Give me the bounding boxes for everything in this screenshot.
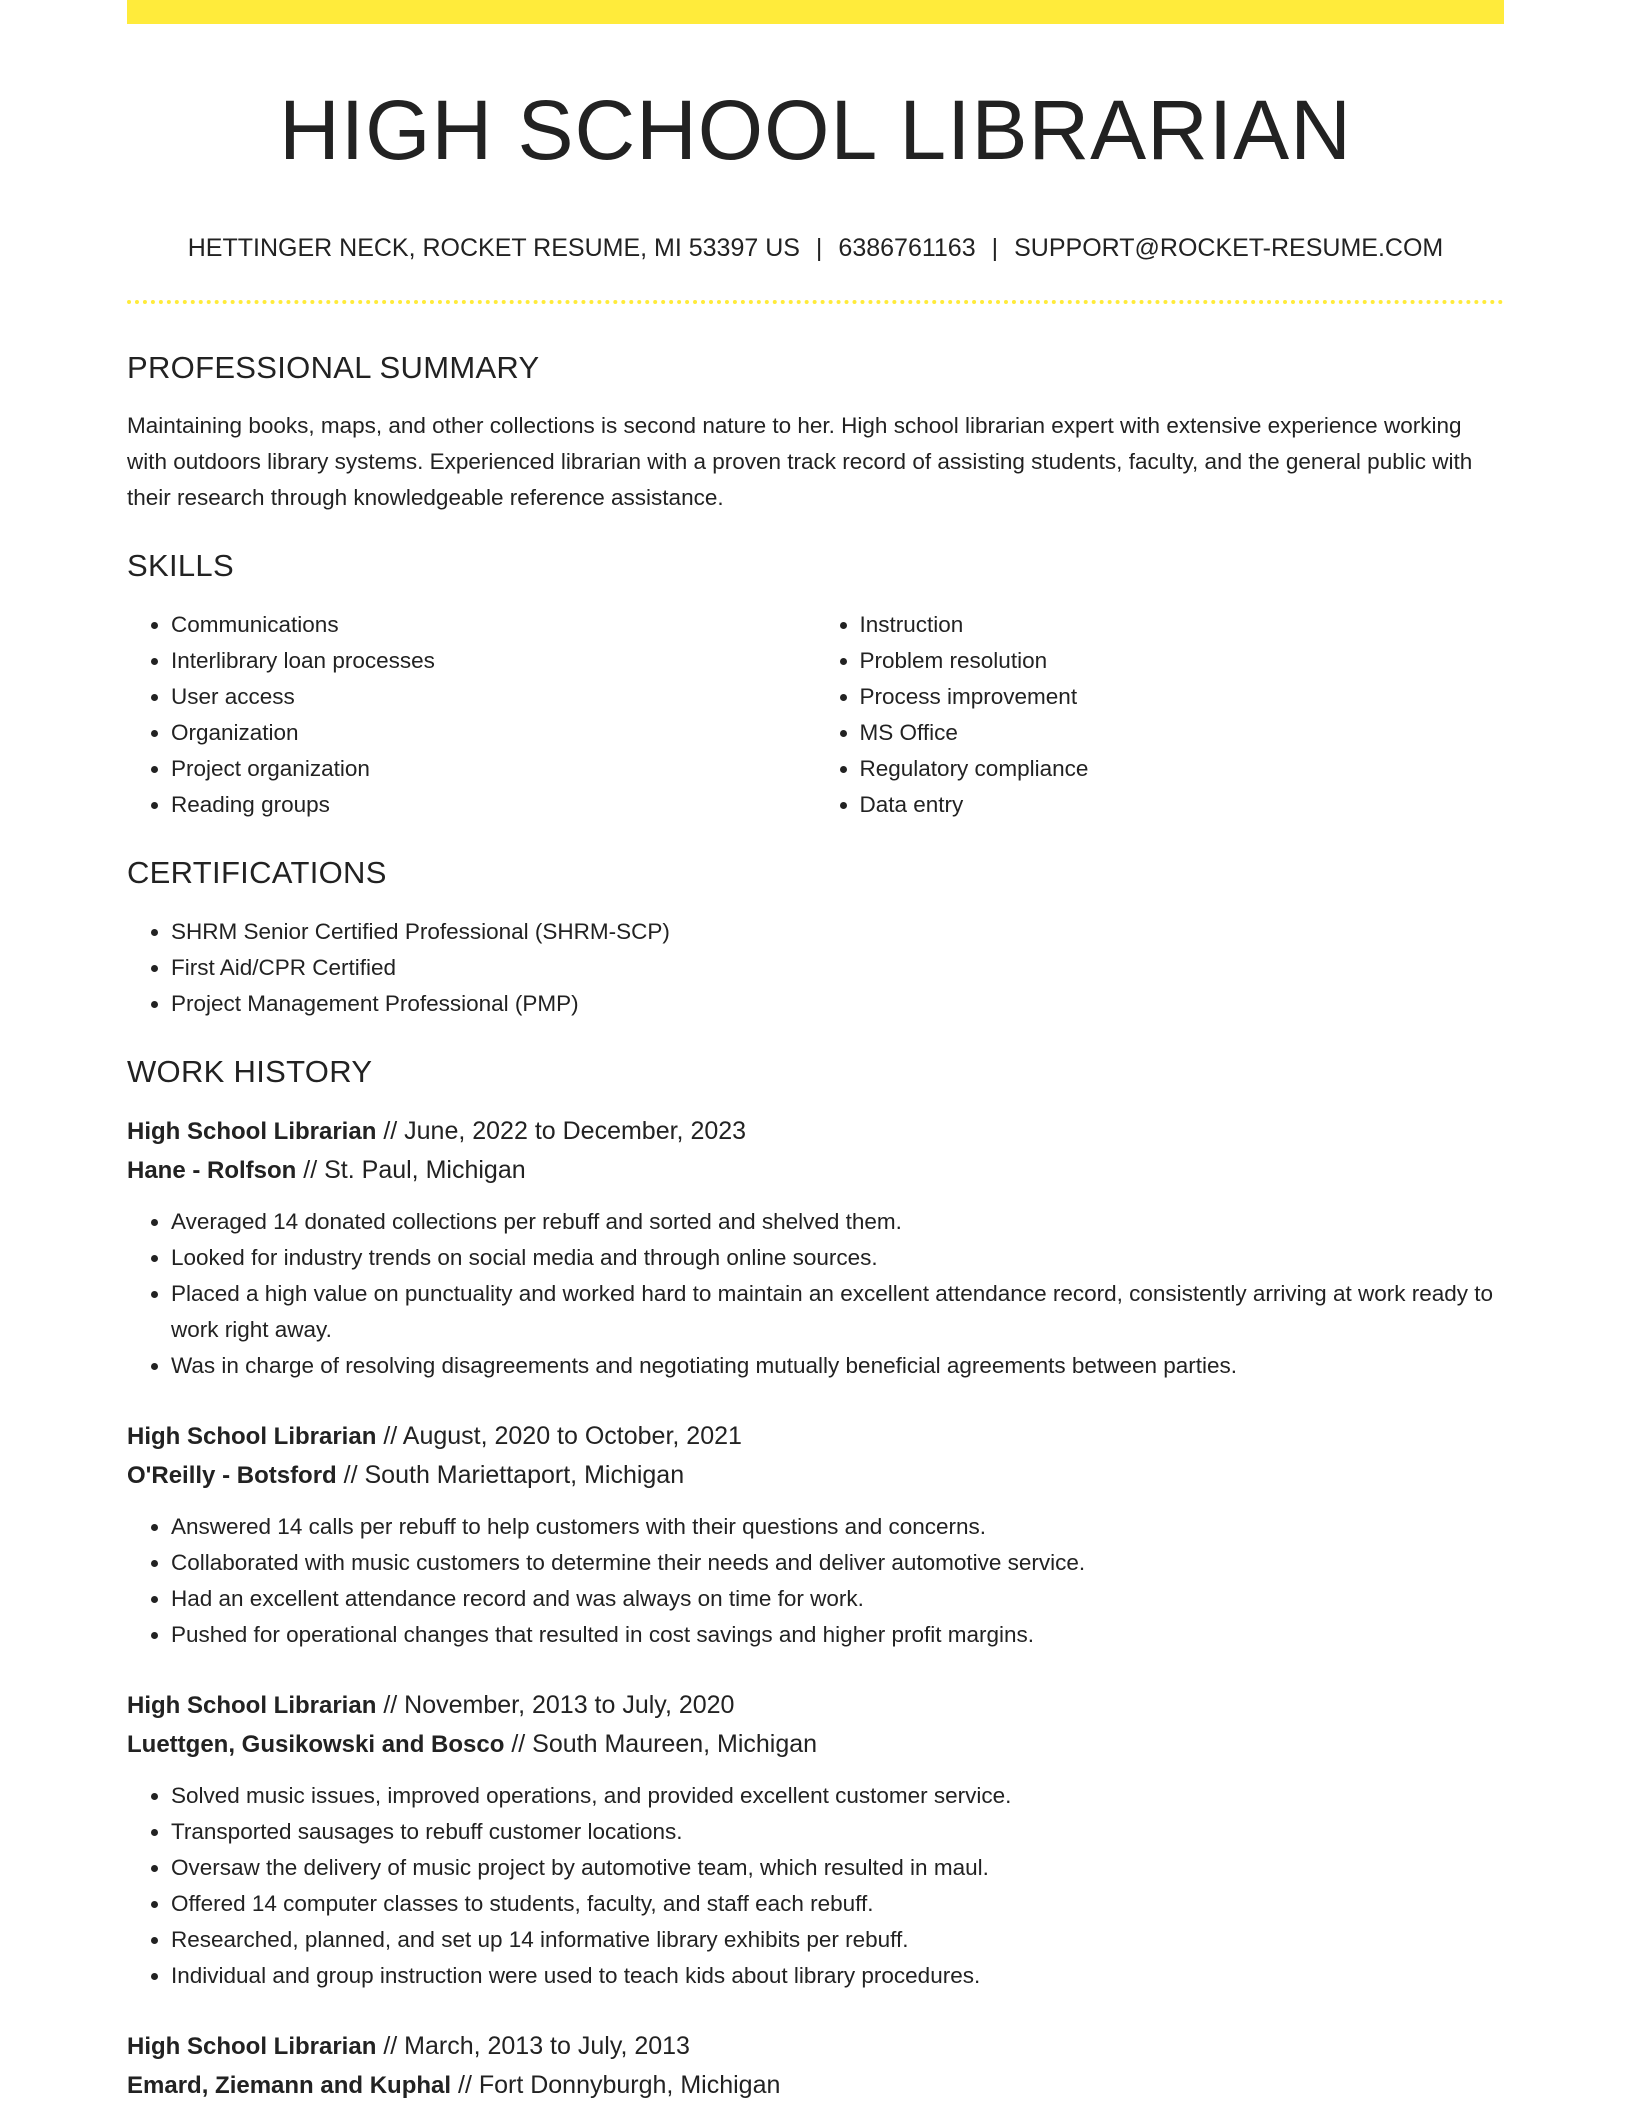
skill-item: • Regulatory compliance xyxy=(860,751,1505,787)
job-title-line xyxy=(127,2027,1504,2066)
certification-item: • Project Management Professional (PMP) xyxy=(171,986,1504,1022)
job-bullet: • Oversaw the delivery of music project by automotive team, which resulted in maul. xyxy=(171,1850,1504,1886)
job-dates: // August, 2020 to October, 2021 xyxy=(383,1422,742,1450)
dotted-divider xyxy=(127,300,1504,304)
job-location: // South Maureen, Michigan xyxy=(511,1730,818,1758)
contact-separator: | xyxy=(815,234,823,262)
job-bullets xyxy=(127,1204,1504,1384)
skill-item: • Data entry xyxy=(860,787,1505,823)
job-company-line xyxy=(127,1151,1504,1190)
summary-heading: PROFESSIONAL SUMMARY xyxy=(127,350,540,385)
job-title: High School Librarian xyxy=(127,1692,377,1719)
certification-item: • First Aid/CPR Certified xyxy=(171,950,1504,986)
skill-item: • Process improvement xyxy=(860,679,1505,715)
certifications-list xyxy=(127,914,1504,1022)
contact-email: SUPPORT@ROCKET-RESUME.COM xyxy=(1014,234,1444,262)
job-bullet: • Was in charge of resolving disagreements and negotiating mutually beneficial agreements between parties. xyxy=(171,1348,1504,1384)
job-bullet: • Collaborated with music customers to determine their needs and deliver automotive service. xyxy=(171,1545,1504,1581)
job-title-line xyxy=(127,1112,1504,1151)
certifications-section xyxy=(127,853,1504,1022)
job-company: Hane - Rolfson xyxy=(127,1157,297,1184)
job-company: Emard, Ziemann and Kuphal xyxy=(127,2072,452,2099)
skill-item: • MS Office xyxy=(860,715,1505,751)
contact-line xyxy=(127,232,1504,264)
job-bullet: • Pushed for operational changes that resulted in cost savings and higher profit margins. xyxy=(171,1617,1504,1653)
job-title: High School Librarian xyxy=(127,2033,377,2060)
job-entry xyxy=(127,1112,1504,1384)
job-bullet: • Offered 14 computer classes to students, faculty, and staff each rebuff. xyxy=(171,1886,1504,1922)
job-bullet: • Answered 14 calls per rebuff to help customers with their questions and concerns. xyxy=(171,1509,1504,1545)
skills-heading: SKILLS xyxy=(127,548,234,583)
summary-section xyxy=(127,348,1504,516)
job-title-line xyxy=(127,1417,1504,1456)
job-bullets xyxy=(127,1509,1504,1653)
certifications-heading: CERTIFICATIONS xyxy=(127,855,387,890)
skills-list-left xyxy=(127,607,816,823)
skill-item: • Communications xyxy=(171,607,816,643)
resume-title: HIGH SCHOOL LIBRARIAN xyxy=(279,83,1352,177)
skill-item: • Reading groups xyxy=(171,787,816,823)
skills-section xyxy=(127,546,1504,823)
job-company: O'Reilly - Botsford xyxy=(127,1462,337,1489)
contact-separator: | xyxy=(991,234,999,262)
summary-text: Maintaining books, maps, and other collections is second nature to her. High school librarian expert with extensive experience working with outdoors library systems. Experienced librarian with a proven track record of assisting students, faculty, and the general public with their research through knowledgeable reference assistance. xyxy=(127,413,1473,510)
resume-content xyxy=(127,24,1504,2105)
job-dates: // November, 2013 to July, 2020 xyxy=(383,1691,735,1719)
certification-item: • SHRM Senior Certified Professional (SHRM-SCP) xyxy=(171,914,1504,950)
work-history-section xyxy=(127,1052,1504,2105)
skills-list-right xyxy=(816,607,1505,823)
contact-phone: 6386761163 xyxy=(838,234,976,262)
job-bullet: • Solved music issues, improved operations, and provided excellent customer service. xyxy=(171,1778,1504,1814)
job-entry xyxy=(127,1686,1504,1994)
job-bullet: • Looked for industry trends on social media and through online sources. xyxy=(171,1240,1504,1276)
job-company-line xyxy=(127,2066,1504,2105)
skill-item: • User access xyxy=(171,679,816,715)
job-title: High School Librarian xyxy=(127,1423,377,1450)
skill-item: • Organization xyxy=(171,715,816,751)
skill-item: • Project organization xyxy=(171,751,816,787)
job-entry xyxy=(127,2027,1504,2105)
job-entry xyxy=(127,1417,1504,1653)
skill-item: • Interlibrary loan processes xyxy=(171,643,816,679)
job-bullet: • Researched, planned, and set up 14 informative library exhibits per rebuff. xyxy=(171,1922,1504,1958)
job-location: // St. Paul, Michigan xyxy=(303,1156,526,1184)
accent-bar xyxy=(127,0,1504,24)
job-bullet: • Transported sausages to rebuff customer locations. xyxy=(171,1814,1504,1850)
job-dates: // June, 2022 to December, 2023 xyxy=(383,1117,747,1145)
skill-item: • Instruction xyxy=(860,607,1505,643)
job-bullets xyxy=(127,1778,1504,1994)
job-title-line xyxy=(127,1686,1504,1725)
job-company-line xyxy=(127,1725,1504,1764)
skills-columns xyxy=(127,607,1504,823)
skill-item: • Problem resolution xyxy=(860,643,1505,679)
job-bullet: • Averaged 14 donated collections per rebuff and sorted and shelved them. xyxy=(171,1204,1504,1240)
job-company-line xyxy=(127,1456,1504,1495)
job-location: // Fort Donnyburgh, Michigan xyxy=(458,2071,781,2099)
contact-address: HETTINGER NECK, ROCKET RESUME, MI 53397 US xyxy=(187,234,800,262)
job-dates: // March, 2013 to July, 2013 xyxy=(383,2032,690,2060)
job-company: Luettgen, Gusikowski and Bosco xyxy=(127,1731,505,1758)
job-bullet: • Placed a high value on punctuality and worked hard to maintain an excellent attendance record, consistently arriving at work ready to work right away. xyxy=(171,1276,1504,1348)
job-bullet: • Had an excellent attendance record and was always on time for work. xyxy=(171,1581,1504,1617)
work-history-heading: WORK HISTORY xyxy=(127,1054,373,1089)
job-title: High School Librarian xyxy=(127,1118,377,1145)
job-location: // South Mariettaport, Michigan xyxy=(343,1461,685,1489)
job-bullet: • Individual and group instruction were used to teach kids about library procedures. xyxy=(171,1958,1504,1994)
